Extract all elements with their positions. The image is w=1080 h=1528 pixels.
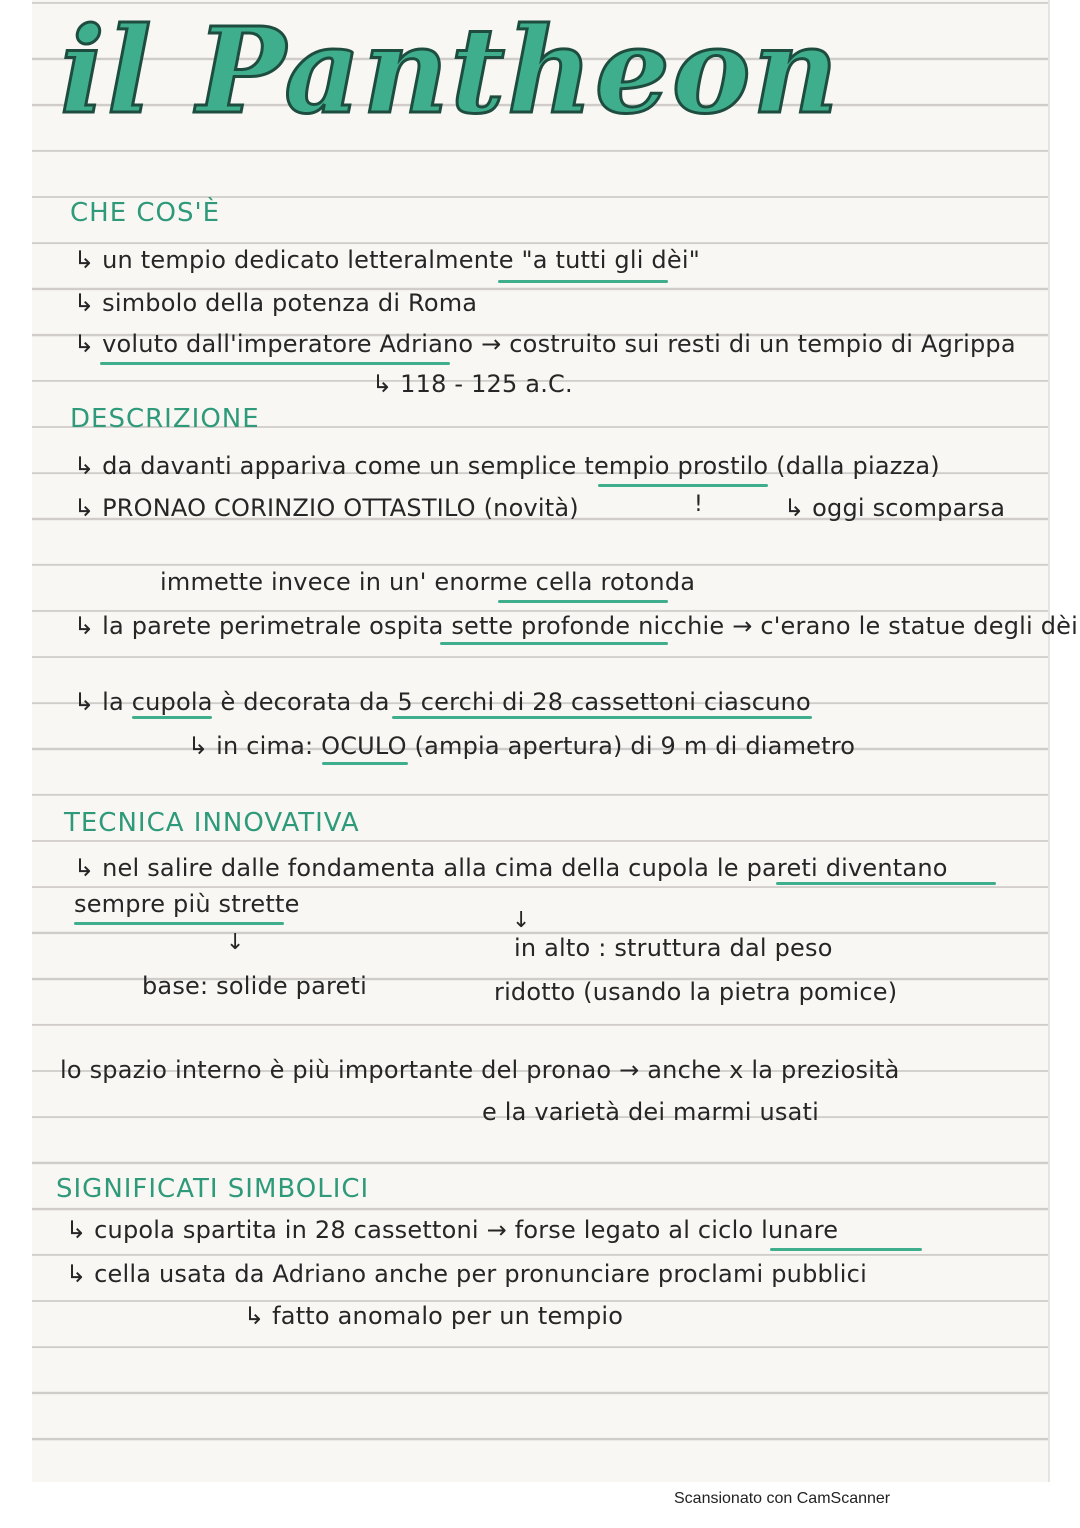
underline [74, 922, 284, 925]
note-line: ↳ la parete perimetrale ospita sette profonde nicchie → c'erano le statue degli dèi [74, 612, 1078, 640]
note-line: ↳ cupola spartita in 28 cassettoni → forse legato al ciclo lunare [66, 1216, 839, 1244]
underline [132, 716, 212, 719]
arrow-down-icon: ↓ [512, 908, 531, 933]
note-line: ↳ nel salire dalle fondamenta alla cima della cupola le pareti diventano [74, 854, 948, 882]
note-line: ↳ in cima: OCULO (ampia apertura) di 9 m di diametro [188, 732, 856, 760]
section-heading-tecnica: TECNICA INNOVATIVA [64, 808, 360, 838]
section-heading-descrizione: DESCRIZIONE [70, 404, 260, 434]
note-line: in alto : struttura dal peso [514, 934, 833, 962]
underline [440, 642, 668, 645]
scanner-watermark: Scansionato con CamScanner [674, 1490, 891, 1507]
note-line: ↳ la cupola è decorata da 5 cerchi di 28 cassettoni ciascuno [74, 688, 811, 716]
note-line: ↳ fatto anomalo per un tempio [244, 1302, 624, 1330]
note-line: ridotto (usando la pietra pomice) [494, 978, 898, 1006]
underline [598, 484, 768, 487]
note-line: sempre più strette [74, 890, 300, 918]
underline [498, 280, 668, 283]
underline [498, 600, 668, 603]
underline [776, 882, 996, 885]
note-line: ↳ oggi scomparsa [784, 494, 1006, 522]
underline [392, 716, 812, 719]
note-line: ↳ 118 - 125 a.C. [372, 370, 573, 398]
page-title: il Pantheon [60, 1, 841, 140]
exclamation-mark: ! [694, 492, 703, 517]
note-line: e la varietà dei marmi usati [482, 1098, 819, 1126]
section-heading-significati: SIGNIFICATI SIMBOLICI [56, 1174, 370, 1204]
underline [770, 1248, 922, 1251]
note-line: ↳ cella usata da Adriano anche per pronunciare proclami pubblici [66, 1260, 867, 1288]
note-line: base: solide pareti [142, 972, 368, 1000]
note-line: immette invece in un' enorme cella rotonda [160, 568, 696, 596]
arrow-down-icon: ↓ [226, 930, 245, 955]
underline [322, 762, 408, 765]
underline [100, 362, 450, 365]
note-line: lo spazio interno è più importante del pronao → anche x la preziosità [60, 1056, 900, 1084]
section-heading-che-cose: CHE COS'È [70, 198, 221, 228]
note-line: ↳ voluto dall'imperatore Adriano → costruito sui resti di un tempio di Agrippa [74, 330, 1016, 358]
note-line: ↳ da davanti appariva come un semplice tempio prostilo (dalla piazza) [74, 452, 940, 480]
note-line: ↳ un tempio dedicato letteralmente "a tutti gli dèi" [74, 246, 700, 274]
note-line: ↳ simbolo della potenza di Roma [74, 289, 478, 317]
note-line: ↳ PRONAO CORINZIO OTTASTILO (novità) [74, 494, 579, 522]
